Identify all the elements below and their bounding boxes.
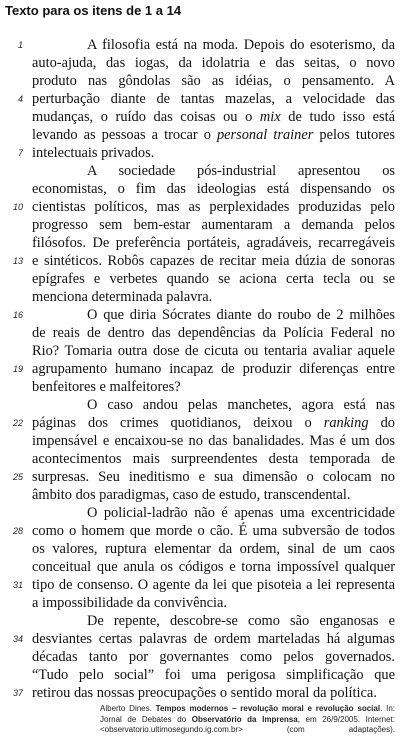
line-text: os valores, ruptura elementar da ordem, sinal de um caos — [32, 541, 395, 557]
line-text: “Tudo pelo social” foi uma perigosa simplificação que — [32, 667, 395, 683]
text-line — [0, 684, 403, 702]
text-line — [0, 360, 403, 378]
line-number: 1 — [17, 40, 23, 50]
text-line — [0, 558, 403, 576]
text-line — [0, 522, 403, 540]
line-text: mudanças, o ruído das coisas ou o mix de tudo isso está — [32, 109, 395, 125]
text-line — [0, 378, 403, 396]
line-number: 19 — [12, 364, 23, 374]
source-citation — [100, 704, 395, 736]
text-line — [0, 162, 403, 180]
line-text: décadas tanto por governantes como pelos governados. — [32, 649, 395, 665]
line-number: 31 — [12, 580, 23, 590]
source-line-2: Jornal de Debates do Observatório da Imprensa, em 26/9/2005. Internet: — [100, 714, 395, 724]
line-text: acontecimentos mais surpreendentes desta temporada de — [32, 451, 395, 467]
line-number: 28 — [12, 526, 23, 536]
text-line — [0, 450, 403, 468]
line-number: 22 — [12, 418, 23, 428]
line-text: âmbito dos paradigmas, caso de estudo, transcendental. — [32, 487, 351, 503]
line-text: tipo de consenso. O agente da lei que pisoteia a lei representa — [32, 577, 395, 593]
text-line — [0, 270, 403, 288]
line-text: A sociedade pós-industrial apresentou os — [87, 163, 395, 179]
text-line — [0, 576, 403, 594]
text-line — [0, 306, 403, 324]
line-text: surpresas. Seu ineditismo e sua dimensão o colocam no — [32, 469, 395, 485]
line-text: perturbação diante de tantas mazelas, a velocidade das — [32, 91, 395, 107]
text-line — [0, 504, 403, 522]
text-line — [0, 198, 403, 216]
line-text: O que diria Sócrates diante do roubo de 2 milhões — [87, 307, 395, 323]
text-line — [0, 630, 403, 648]
line-text: O caso andou pelas manchetes, agora está nas — [87, 397, 395, 413]
text-line — [0, 396, 403, 414]
line-text: intelectuais privados. — [32, 145, 155, 161]
line-text: menciona determinada palavra. — [32, 289, 213, 305]
text-line — [0, 324, 403, 342]
text-line — [0, 216, 403, 234]
text-line — [0, 126, 403, 144]
line-number: 10 — [12, 202, 23, 212]
text-line — [0, 234, 403, 252]
line-number: 7 — [17, 148, 23, 158]
line-text: a impossibilidade da convivência. — [32, 595, 228, 611]
line-text: produto nas gôndolas são as idéias, o pensamento. A — [32, 73, 395, 89]
line-text: retirou das nossas preocupações o sentido moral da política. — [32, 685, 377, 701]
line-text: levando as pessoas a trocar o personal trainer pelos tutores — [32, 127, 395, 143]
text-line — [0, 90, 403, 108]
line-text: O policial-ladrão não é apenas uma excentricidade — [87, 505, 395, 521]
text-line — [0, 486, 403, 504]
text-line — [0, 288, 403, 306]
text-line — [0, 648, 403, 666]
text-line — [0, 252, 403, 270]
text-line — [0, 540, 403, 558]
line-text: filósofos. De preferência portáteis, agradáveis, recarregáveis — [32, 235, 395, 251]
line-text: e sintéticos. Robôs capazes de recitar meia dúzia de sonoras — [32, 253, 395, 269]
text-line — [0, 342, 403, 360]
line-text: De repente, descobre-se como são enganosas e — [87, 613, 395, 629]
text-line — [0, 180, 403, 198]
line-text: cientistas políticos, mas as perplexidades produzidas pelo — [32, 199, 395, 215]
line-text: benfeitores e malfeitores? — [32, 379, 181, 395]
line-text: desviantes certas palavras de ordem marteladas há algumas — [32, 631, 395, 647]
line-text: como o homem que morde o cão. É uma subversão de todos — [32, 523, 395, 539]
text-line — [0, 54, 403, 72]
text-line — [0, 432, 403, 450]
line-number: 13 — [12, 256, 23, 266]
line-text: auto-ajuda, das iogas, da idolatria e das seitas, o novo — [32, 55, 395, 71]
source-line-1: Alberto Dines. Tempos modernos – revolução moral e revolução social. In: — [100, 704, 395, 713]
line-number: 34 — [12, 634, 23, 644]
line-text: economistas, o fim das ideologias está dispensando os — [32, 181, 395, 197]
line-text: impensável e encaixou-se no das banalidades. Mas é um dos — [32, 433, 395, 449]
text-line — [0, 612, 403, 630]
text-line — [0, 666, 403, 684]
line-text: progresso sem bem-estar aumentaram a demanda pelos — [32, 217, 395, 233]
text-line — [0, 144, 403, 162]
line-text: de reais de dentro das dependências da Polícia Federal no — [32, 325, 395, 341]
text-line — [0, 36, 403, 54]
text-line — [0, 468, 403, 486]
text-line — [0, 108, 403, 126]
text-line — [0, 594, 403, 612]
line-text: páginas dos crimes quotidianos, deixou o ranking do — [32, 415, 395, 431]
line-number: 25 — [12, 472, 23, 482]
line-text: conceitual que anula os códigos e torna impossível qualquer — [32, 559, 395, 575]
line-text: Rio? Tomaria outra dose de cicuta ou tentaria avaliar aquele — [32, 343, 395, 359]
section-heading: Texto para os itens de 1 a 14 — [5, 3, 182, 18]
article-text — [0, 36, 403, 702]
source-line-3: <observatorio.ultimosegundo.ig.com.br> (com adaptações). — [100, 725, 395, 734]
line-number: 16 — [12, 310, 23, 320]
text-line — [0, 72, 403, 90]
line-text: agrupamento humano incapaz de produzir diferenças entre — [32, 361, 395, 377]
line-number: 4 — [17, 94, 23, 104]
line-text: A filosofia está na moda. Depois do esoterismo, da — [87, 37, 395, 53]
text-line — [0, 414, 403, 432]
line-text: epígrafes e verbetes quando se aciona certa tecla ou se — [32, 271, 395, 287]
line-number: 37 — [12, 688, 23, 698]
